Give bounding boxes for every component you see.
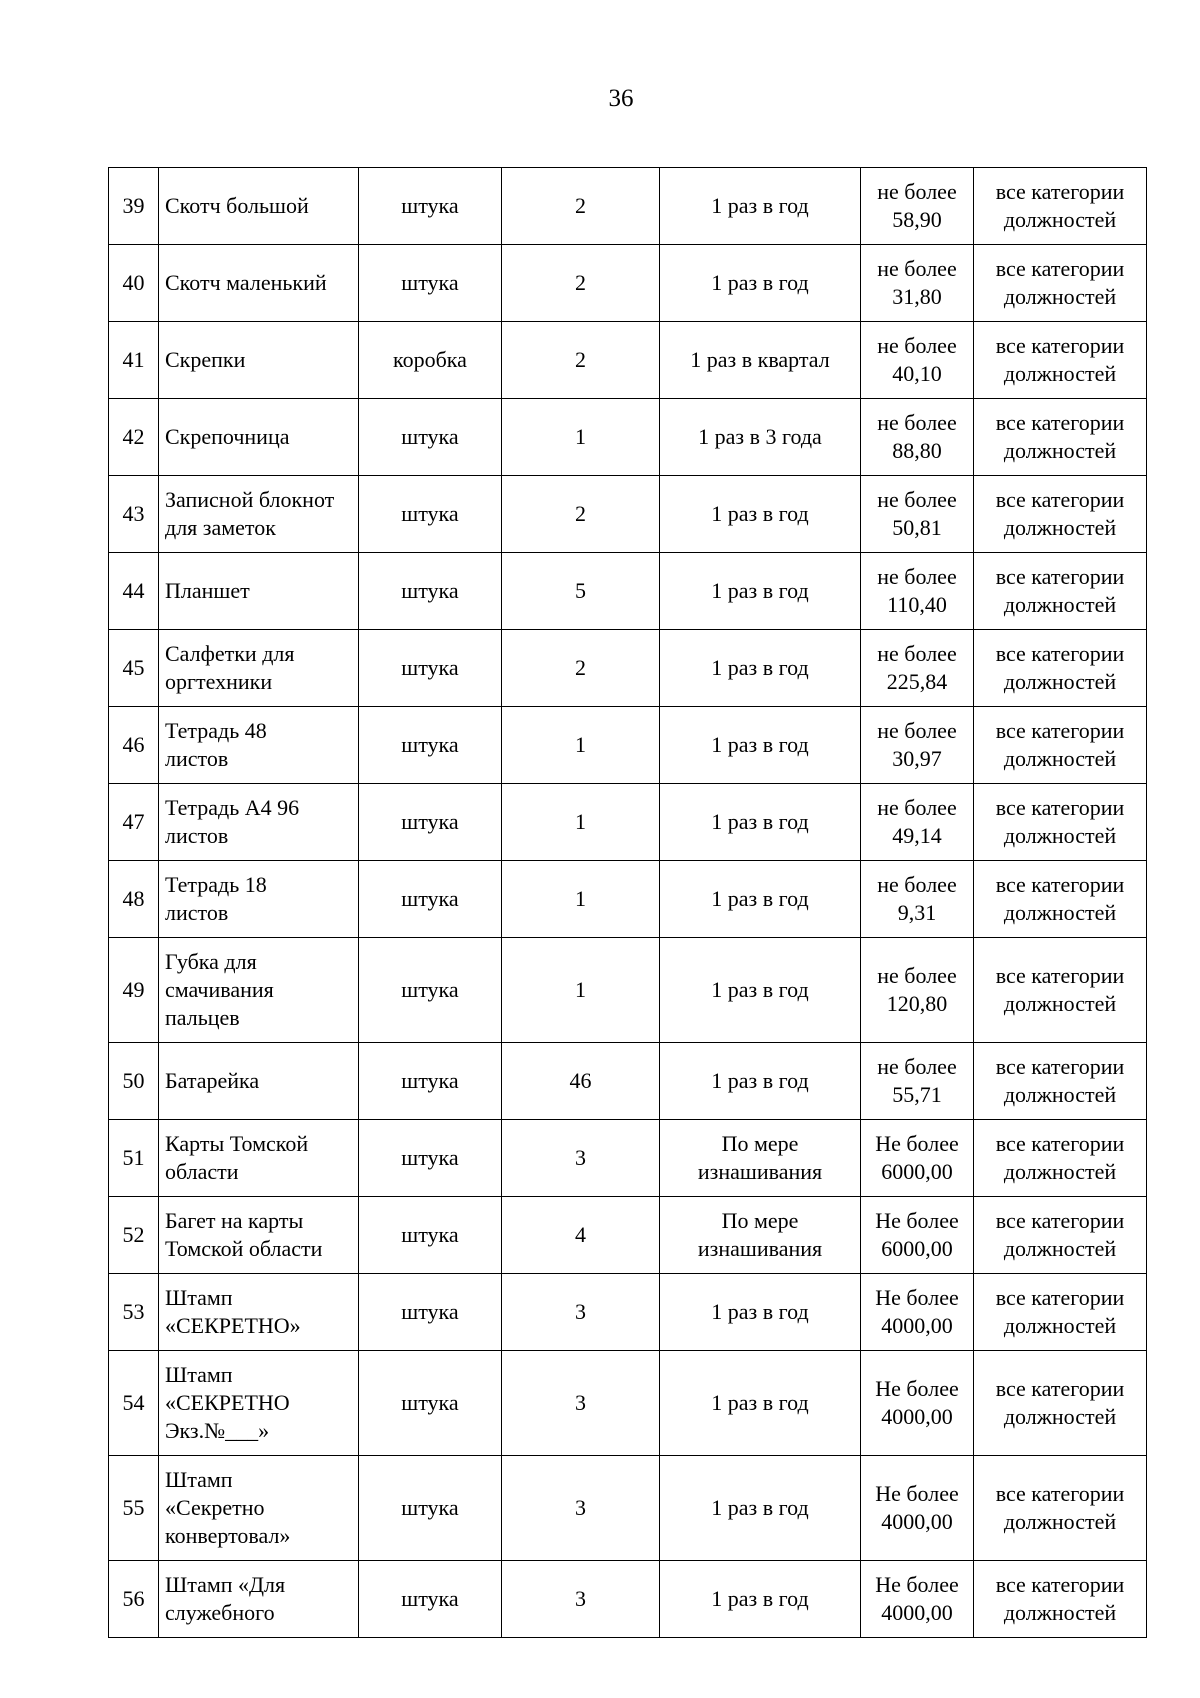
cell-unit: штука (359, 168, 502, 245)
cell-number: 39 (109, 168, 159, 245)
cell-quantity: 3 (502, 1120, 660, 1197)
cell-price: Не более 4000,00 (861, 1456, 974, 1561)
cell-item-name: Штамп «Секретно конвертовал» (159, 1456, 359, 1561)
cell-price: не более 9,31 (861, 861, 974, 938)
cell-category: все категории должностей (974, 245, 1147, 322)
cell-number: 50 (109, 1043, 159, 1120)
cell-frequency: 1 раз в год (660, 553, 861, 630)
cell-price: Не более 6000,00 (861, 1197, 974, 1274)
cell-item-name: Штамп «Для служебного (159, 1561, 359, 1638)
cell-category: все категории должностей (974, 861, 1147, 938)
cell-unit: штука (359, 245, 502, 322)
cell-price: не более 31,80 (861, 245, 974, 322)
table-row (109, 784, 1147, 861)
cell-price: не более 30,97 (861, 707, 974, 784)
cell-number: 42 (109, 399, 159, 476)
cell-category: все категории должностей (974, 168, 1147, 245)
cell-category: все категории должностей (974, 1274, 1147, 1351)
cell-price: Не более 4000,00 (861, 1351, 974, 1456)
cell-category: все категории должностей (974, 476, 1147, 553)
cell-frequency: 1 раз в год (660, 168, 861, 245)
table-row (109, 322, 1147, 399)
cell-unit: штука (359, 476, 502, 553)
cell-item-name: Штамп «СЕКРЕТНО» (159, 1274, 359, 1351)
cell-frequency: 1 раз в 3 года (660, 399, 861, 476)
cell-frequency: 1 раз в год (660, 707, 861, 784)
cell-price: Не более 6000,00 (861, 1120, 974, 1197)
cell-item-name: Планшет (159, 553, 359, 630)
table-row (109, 1197, 1147, 1274)
cell-frequency: По мере изнашивания (660, 1197, 861, 1274)
cell-category: все категории должностей (974, 630, 1147, 707)
cell-frequency: 1 раз в год (660, 1274, 861, 1351)
cell-item-name: Салфетки для оргтехники (159, 630, 359, 707)
table-row (109, 1351, 1147, 1456)
cell-number: 55 (109, 1456, 159, 1561)
cell-quantity: 1 (502, 399, 660, 476)
cell-number: 49 (109, 938, 159, 1043)
cell-category: все категории должностей (974, 1120, 1147, 1197)
cell-number: 52 (109, 1197, 159, 1274)
cell-frequency: 1 раз в год (660, 1561, 861, 1638)
cell-price: не более 88,80 (861, 399, 974, 476)
cell-unit: штука (359, 1120, 502, 1197)
cell-unit: штука (359, 1274, 502, 1351)
cell-category: все категории должностей (974, 553, 1147, 630)
cell-unit: штука (359, 553, 502, 630)
cell-number: 53 (109, 1274, 159, 1351)
cell-price: не более 40,10 (861, 322, 974, 399)
cell-frequency: 1 раз в год (660, 784, 861, 861)
cell-unit: штука (359, 938, 502, 1043)
cell-item-name: Скотч большой (159, 168, 359, 245)
cell-frequency: 1 раз в год (660, 245, 861, 322)
cell-frequency: 1 раз в год (660, 1043, 861, 1120)
cell-number: 46 (109, 707, 159, 784)
cell-quantity: 3 (502, 1561, 660, 1638)
supplies-table (108, 167, 1147, 1638)
cell-number: 44 (109, 553, 159, 630)
cell-category: все категории должностей (974, 784, 1147, 861)
cell-quantity: 1 (502, 707, 660, 784)
cell-unit: штука (359, 1351, 502, 1456)
cell-item-name: Губка для смачивания пальцев (159, 938, 359, 1043)
cell-frequency: По мере изнашивания (660, 1120, 861, 1197)
cell-item-name: Скрепки (159, 322, 359, 399)
cell-price: не более 55,71 (861, 1043, 974, 1120)
cell-unit: штука (359, 784, 502, 861)
cell-category: все категории должностей (974, 399, 1147, 476)
cell-unit: штука (359, 1197, 502, 1274)
cell-number: 56 (109, 1561, 159, 1638)
cell-quantity: 1 (502, 861, 660, 938)
cell-price: Не более 4000,00 (861, 1274, 974, 1351)
cell-item-name: Штамп «СЕКРЕТНО Экз.№___» (159, 1351, 359, 1456)
cell-frequency: 1 раз в год (660, 630, 861, 707)
cell-category: все категории должностей (974, 1043, 1147, 1120)
cell-frequency: 1 раз в год (660, 1351, 861, 1456)
table-row (109, 938, 1147, 1043)
cell-quantity: 2 (502, 476, 660, 553)
cell-unit: коробка (359, 322, 502, 399)
cell-price: не более 225,84 (861, 630, 974, 707)
cell-unit: штука (359, 707, 502, 784)
cell-quantity: 3 (502, 1456, 660, 1561)
cell-quantity: 2 (502, 630, 660, 707)
cell-category: все категории должностей (974, 938, 1147, 1043)
cell-unit: штука (359, 630, 502, 707)
table-row (109, 476, 1147, 553)
table-row (109, 1456, 1147, 1561)
table-row (109, 707, 1147, 784)
cell-category: все категории должностей (974, 707, 1147, 784)
table-row (109, 168, 1147, 245)
cell-category: все категории должностей (974, 1197, 1147, 1274)
cell-price: не более 120,80 (861, 938, 974, 1043)
cell-quantity: 3 (502, 1351, 660, 1456)
cell-item-name: Батарейка (159, 1043, 359, 1120)
cell-price: не более 49,14 (861, 784, 974, 861)
cell-quantity: 1 (502, 938, 660, 1043)
cell-number: 41 (109, 322, 159, 399)
cell-category: все категории должностей (974, 322, 1147, 399)
cell-price: не более 110,40 (861, 553, 974, 630)
cell-unit: штука (359, 1456, 502, 1561)
cell-quantity: 5 (502, 553, 660, 630)
cell-frequency: 1 раз в год (660, 476, 861, 553)
cell-price: Не более 4000,00 (861, 1561, 974, 1638)
cell-quantity: 2 (502, 245, 660, 322)
cell-quantity: 2 (502, 322, 660, 399)
cell-item-name: Записной блокнот для заметок (159, 476, 359, 553)
cell-unit: штука (359, 1043, 502, 1120)
cell-number: 54 (109, 1351, 159, 1456)
cell-quantity: 46 (502, 1043, 660, 1120)
cell-number: 48 (109, 861, 159, 938)
cell-frequency: 1 раз в год (660, 1456, 861, 1561)
cell-number: 45 (109, 630, 159, 707)
table-row (109, 399, 1147, 476)
table-row (109, 1561, 1147, 1638)
cell-item-name: Багет на карты Томской области (159, 1197, 359, 1274)
cell-item-name: Карты Томской области (159, 1120, 359, 1197)
table-row (109, 245, 1147, 322)
cell-number: 51 (109, 1120, 159, 1197)
cell-quantity: 4 (502, 1197, 660, 1274)
table-row (109, 553, 1147, 630)
table-body (109, 168, 1147, 1638)
cell-price: не более 50,81 (861, 476, 974, 553)
cell-category: все категории должностей (974, 1351, 1147, 1456)
cell-category: все категории должностей (974, 1561, 1147, 1638)
cell-category: все категории должностей (974, 1456, 1147, 1561)
cell-frequency: 1 раз в квартал (660, 322, 861, 399)
cell-item-name: Скотч маленький (159, 245, 359, 322)
table-row (109, 861, 1147, 938)
cell-quantity: 3 (502, 1274, 660, 1351)
cell-frequency: 1 раз в год (660, 938, 861, 1043)
table-row (109, 1043, 1147, 1120)
cell-number: 43 (109, 476, 159, 553)
cell-unit: штука (359, 1561, 502, 1638)
table-row (109, 1274, 1147, 1351)
table-row (109, 630, 1147, 707)
cell-item-name: Тетрадь 48 листов (159, 707, 359, 784)
table-row (109, 1120, 1147, 1197)
cell-quantity: 2 (502, 168, 660, 245)
cell-frequency: 1 раз в год (660, 861, 861, 938)
cell-unit: штука (359, 399, 502, 476)
cell-number: 47 (109, 784, 159, 861)
cell-item-name: Тетрадь А4 96 листов (159, 784, 359, 861)
cell-quantity: 1 (502, 784, 660, 861)
cell-item-name: Тетрадь 18 листов (159, 861, 359, 938)
cell-item-name: Скрепочница (159, 399, 359, 476)
cell-unit: штука (359, 861, 502, 938)
cell-number: 40 (109, 245, 159, 322)
cell-price: не более 58,90 (861, 168, 974, 245)
page-number: 36 (608, 85, 634, 112)
